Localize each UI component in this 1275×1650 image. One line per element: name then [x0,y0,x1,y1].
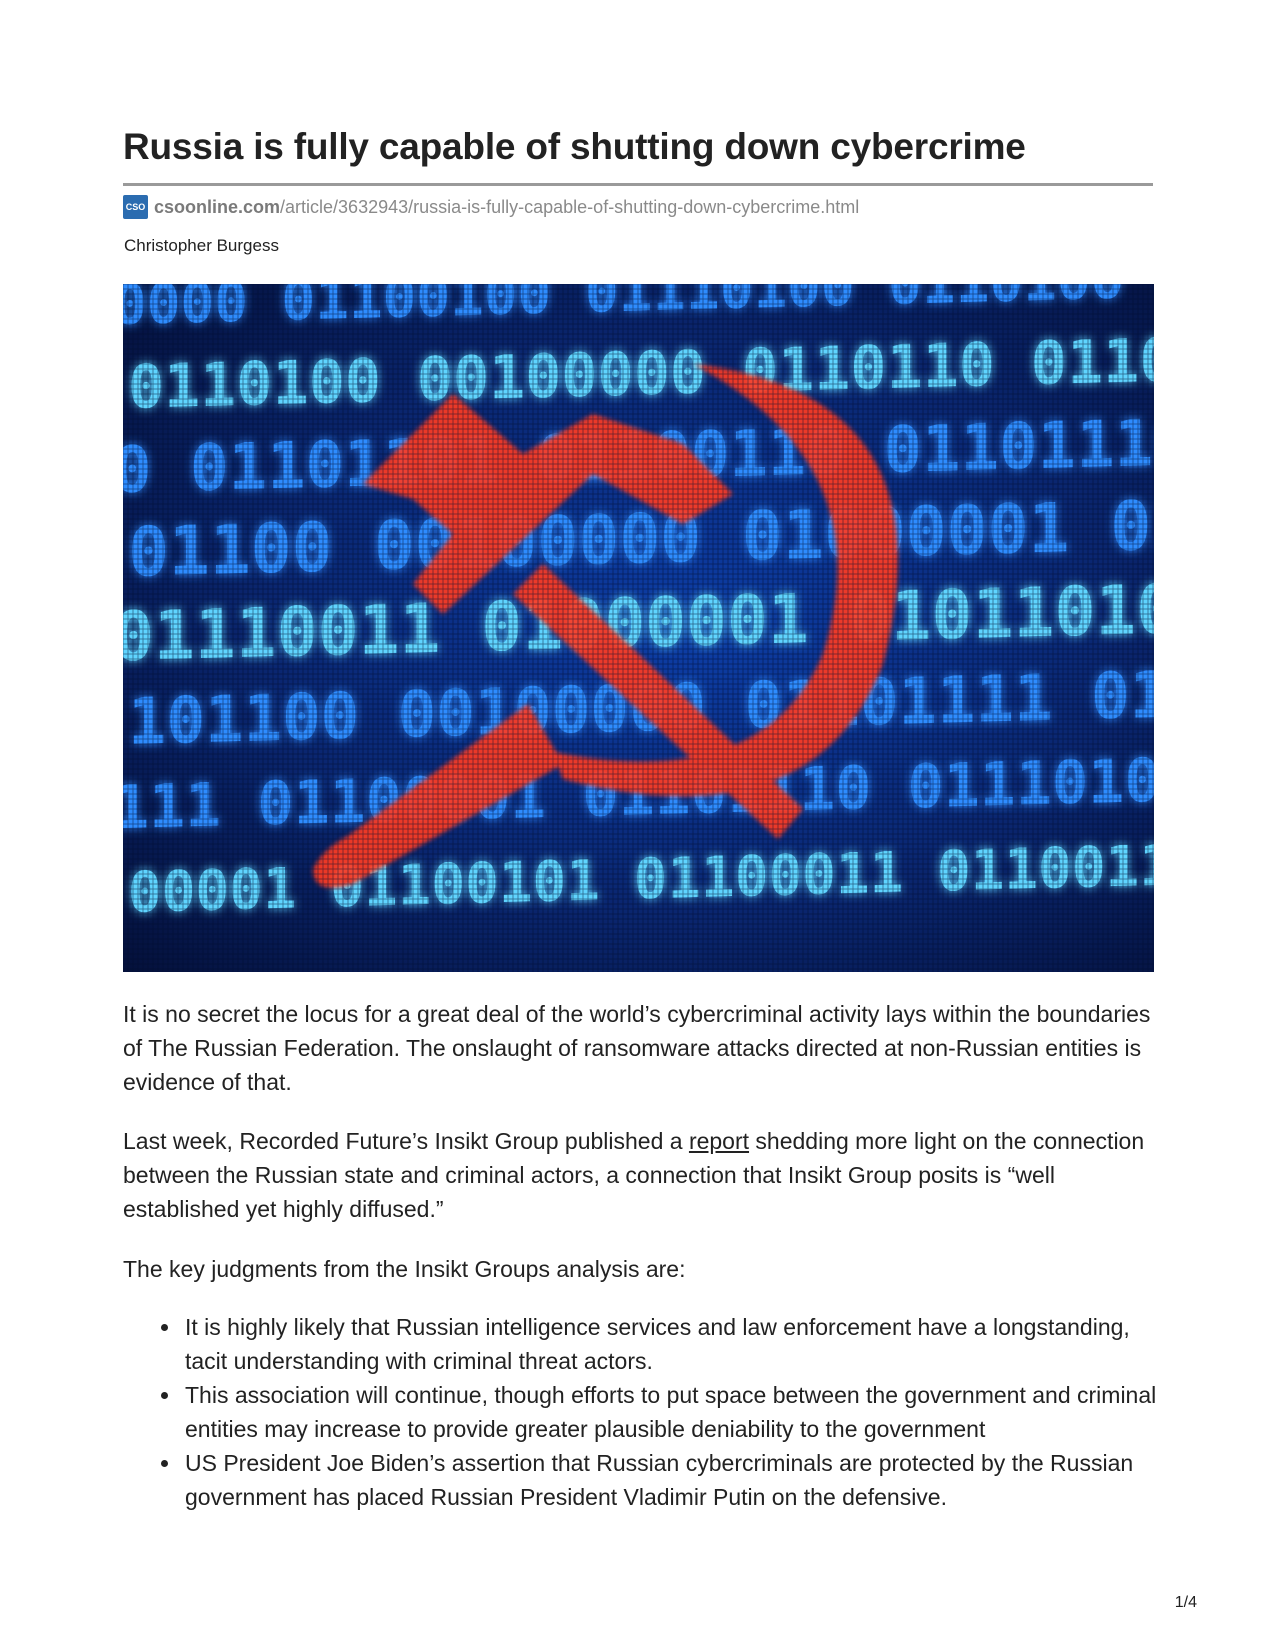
cso-favicon-icon: CSO [123,195,148,219]
source-domain[interactable]: csoonline.com [154,196,281,217]
paragraph-intro: It is no secret the locus for a great deal of the world’s cybercriminal activity lays within the boundaries of The Russian Federation. The onslaught of ransomware attacks directed at non-Russian entities is evidence of that. [123,1001,1151,1095]
list-item [185,1446,1165,1514]
author-name: Christopher Burgess [124,236,279,255]
bullet-icon [161,1324,168,1331]
list-item [185,1378,1165,1446]
title-divider [123,183,1153,186]
bullet-icon [161,1392,168,1399]
paragraph-key-judgments: The key judgments from the Insikt Groups analysis are: [123,1256,686,1282]
list-item [185,1310,1165,1378]
paragraph-report-text-2: shedding more light on the connection between the Russian state and criminal actors, a connection that Insikt Group posits is “well established yet highly diffused.” [123,1128,1145,1222]
source-path[interactable]: /article/3632943/russia-is-fully-capable-of-shutting-down-cybercrime.html [280,196,860,217]
source-link[interactable] [123,194,859,220]
paragraph-report [123,1124,1163,1226]
page-title: Russia is fully capable of shutting down cybercrime [123,126,1026,167]
list-item-text: This association will continue, though efforts to put space between the government and criminal entities may increase to provide greater plausible deniability to the government [185,1382,1157,1442]
key-judgments-list [185,1310,1165,1514]
page-number: 1/4 [1174,1594,1197,1611]
list-item-text: US President Joe Biden’s assertion that Russian cybercriminals are protected by the Russian government has placed Russian President Vladimir Putin on the defensive. [185,1450,1134,1510]
report-link[interactable]: report [688,1128,750,1154]
hero-image [123,284,1154,972]
bullet-icon [161,1460,168,1467]
list-item-text: It is highly likely that Russian intelligence services and law enforcement have a longstanding, tacit understanding with criminal threat actors. [185,1314,1130,1374]
paragraph-report-text-1: Last week, Recorded Future’s Insikt Group published a [123,1128,689,1154]
